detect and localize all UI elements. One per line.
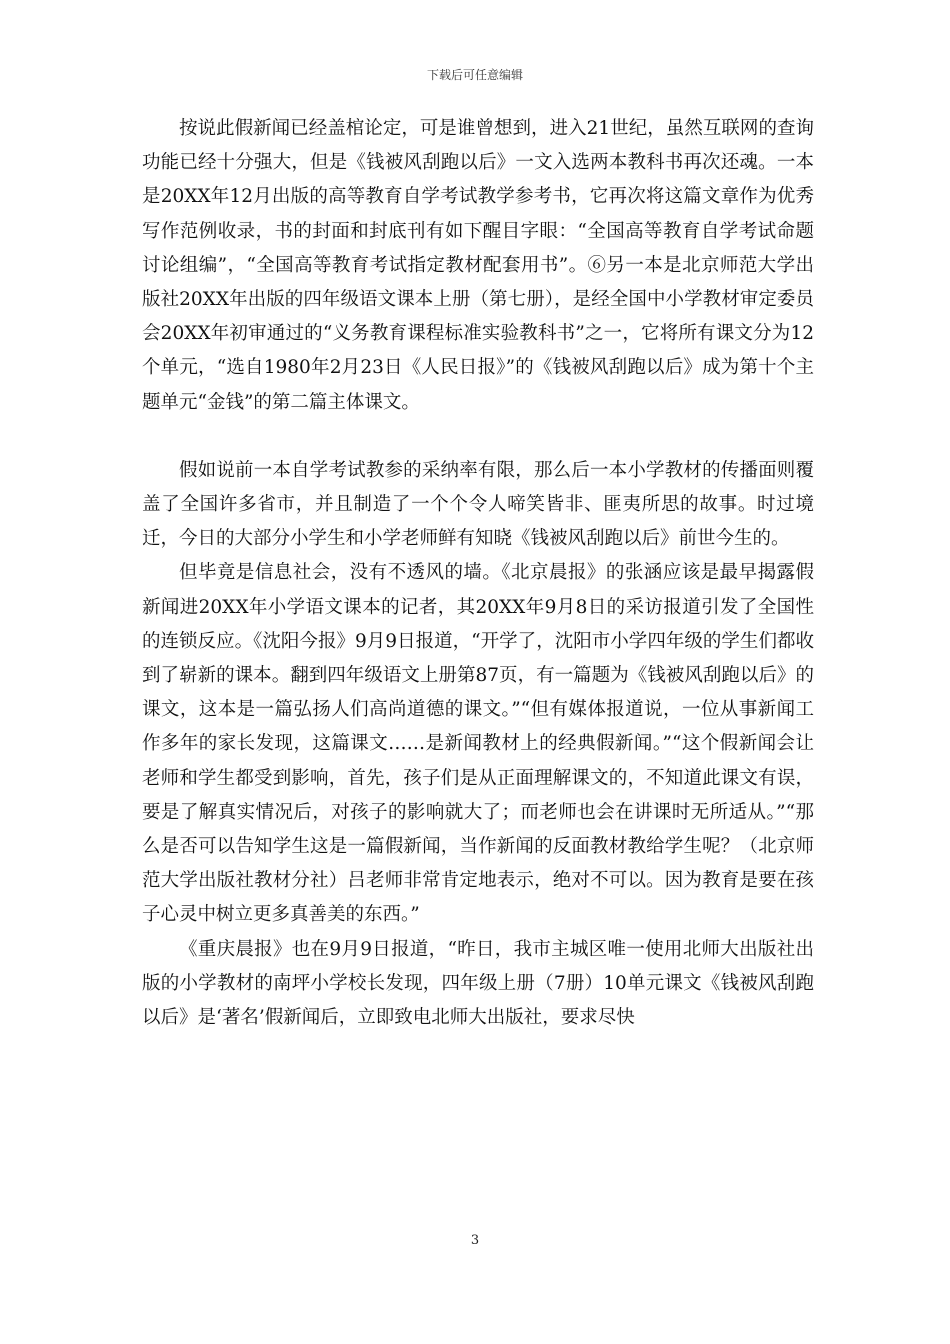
paragraph-4: 《重庆晨报》也在9月9日报道，“昨日，我市主城区唯一使用北师大出版社出版的小学教材的南坪小学校长发现，四年级上册（7册）10单元课文《钱被风刮跑以后》是‘著名’假新闻后，立即致电北师大出版社，要求尽快 bbox=[142, 938, 814, 1029]
paragraph-3: 但毕竟是信息社会，没有不透风的墙。《北京晨报》的张涵应该是最早揭露假新闻进20XX年小学语文课本的记者，其20XX年9月8日的采访报道引发了全国性的连锁反应。《沈阳今报》9月9日报道，“开学了，沈阳市小学四年级的学生们都收到了崭新的课本。翻到四年级语文上册第87页，有一篇题为《钱被风刮跑以后》的课文，这本是一篇弘扬人们高尚道德的课文。”“但有媒体报道说，一位从事新闻工作多年的家长发现，这篇课文……是新闻教材上的经典假新闻。”“这个假新闻会让老师和学生都受到影响，首先，孩子们是从正面理解课文的，不知道此课文有误，要是了解真实情况后，对孩子的影响就大了；而老师也会在讲课时无所适从。”“那么是否可以告知学生这是一篇假新闻，当作新闻的反面教材教给学生呢？（北京师范大学出版社教材分社）吕老师非常肯定地表示，绝对不可以。因为教育是要在孩子心灵中树立更多真善美的东西。” bbox=[142, 562, 814, 926]
page-header: 下载后可任意编辑 bbox=[426, 68, 523, 82]
paragraph-1: 按说此假新闻已经盖棺论定，可是谁曾想到，进入21世纪，虽然互联网的查询功能已经十分强大，但是《钱被风刮跑以后》一文入选两本教科书再次还魂。一本是20XX年12月出版的高等教育自学考试教学参考书，它再次将这篇文章作为优秀写作范例收录，书的封面和封底刊有如下醒目字眼：“全国高等教育自学考试命题讨论组编”，“全国高等教育考试指定教材配套用书”。⑥另一本是北京师范大学出版社20XX年出版的四年级语文课本上册（第七册），是经全国中小学教材审定委员会20XX年初审通过的“义务教育课程标准实验教科书”之一，它将所有课文分为12个单元，“选自1980年2月23日《人民日报》”的《钱被风刮跑以后》成为第十个主题单元“金钱”的第二篇主体课文。 bbox=[142, 118, 814, 413]
page-number: 3 bbox=[470, 1233, 480, 1248]
paragraph-2: 假如说前一本自学考试教参的采纳率有限，那么后一本小学教材的传播面则覆盖了全国许多省市，并且制造了一个个令人啼笑皆非、匪夷所思的故事。时过境迁，今日的大部分小学生和小学老师鲜有知晓《钱被风刮跑以后》前世今生的。 bbox=[142, 459, 814, 550]
document-body bbox=[142, 112, 814, 1035]
